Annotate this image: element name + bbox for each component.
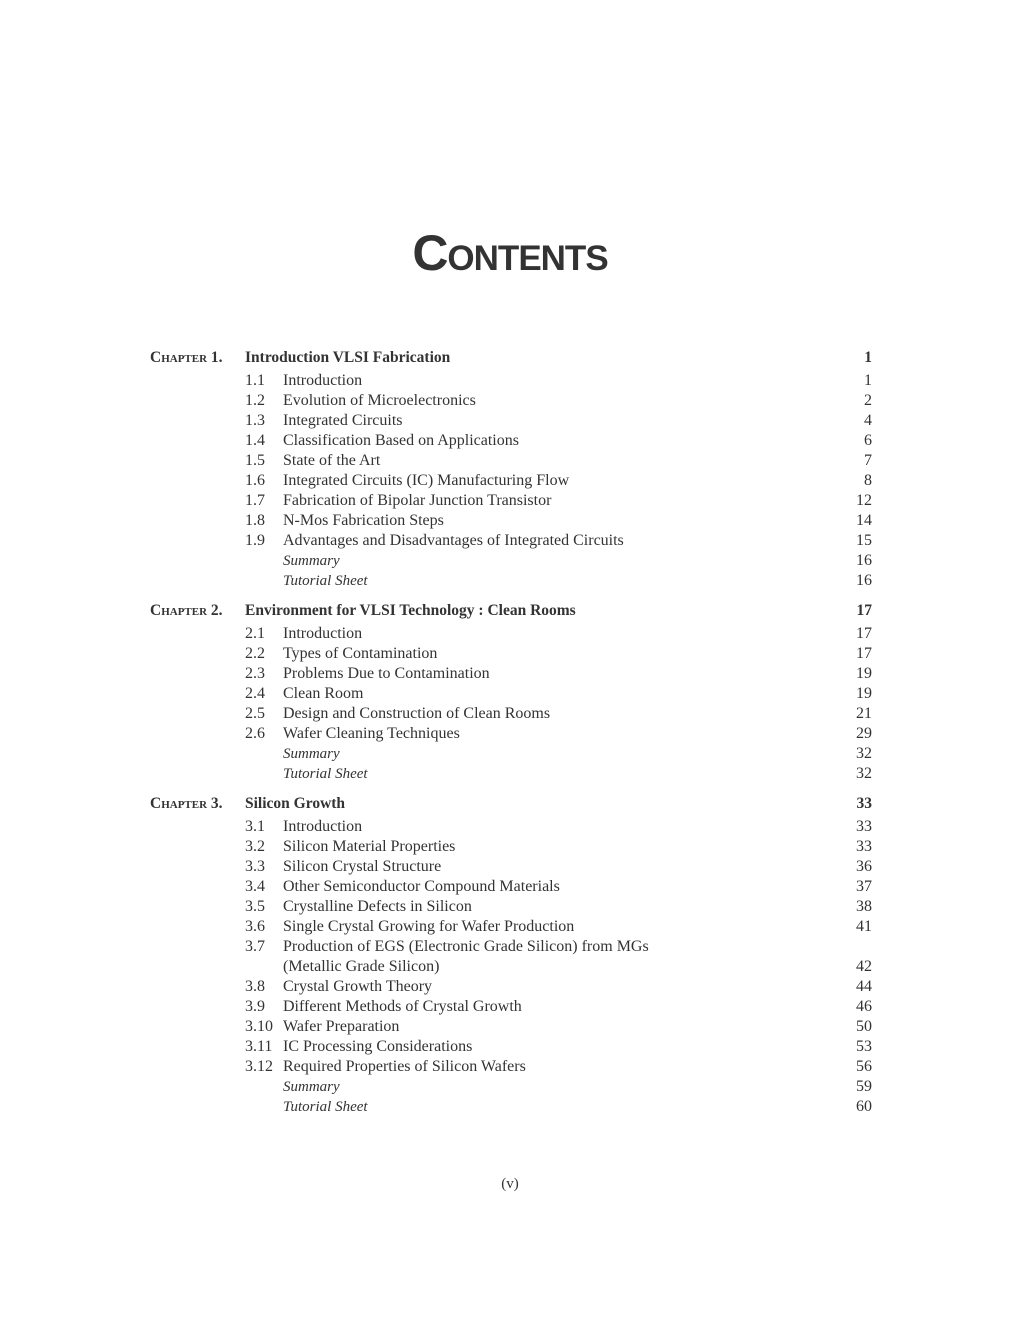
section-title: Tutorial Sheet xyxy=(283,1099,368,1115)
section-number: 2.1 xyxy=(245,625,265,642)
section-title: N-Mos Fabrication Steps xyxy=(283,512,444,529)
section-number: 3.12 xyxy=(245,1058,273,1075)
toc-entry xyxy=(150,531,872,551)
toc-entry xyxy=(150,451,872,471)
section-title: Other Semiconductor Compound Materials xyxy=(283,878,560,895)
toc-entry xyxy=(150,411,872,431)
section-title: Single Crystal Growing for Wafer Production xyxy=(283,918,575,935)
section-title: Introduction xyxy=(283,625,363,642)
section-number: 1.7 xyxy=(245,492,265,509)
section-number: 1.3 xyxy=(245,412,265,429)
chapter-title: Environment for VLSI Technology : Clean Rooms xyxy=(245,602,576,619)
section-number: 3.11 xyxy=(245,1038,273,1055)
section-number: 1.9 xyxy=(245,532,265,549)
section-title: Classification Based on Applications xyxy=(283,432,519,449)
section-page-number: 16 xyxy=(856,552,872,569)
section-number: 2.2 xyxy=(245,645,265,662)
section-page-number: 7 xyxy=(864,452,872,469)
page-number-footer: (v) xyxy=(501,1176,519,1192)
chapter-page-number: 33 xyxy=(856,795,872,812)
toc-entry xyxy=(150,917,872,937)
toc-entry xyxy=(150,664,872,684)
toc-entry xyxy=(150,857,872,877)
section-number: 3.1 xyxy=(245,818,265,835)
toc-entry xyxy=(150,877,872,897)
chapter-page-number: 1 xyxy=(864,349,872,366)
section-number: 3.2 xyxy=(245,838,265,855)
section-page-number: 41 xyxy=(856,918,872,935)
section-page-number: 15 xyxy=(856,532,872,549)
chapter-page-number: 17 xyxy=(856,602,872,619)
toc-entry xyxy=(150,491,872,511)
section-title: Evolution of Microelectronics xyxy=(283,392,476,409)
toc-entry xyxy=(150,1057,872,1077)
section-title: Introduction xyxy=(283,372,363,389)
section-page-number: 50 xyxy=(856,1018,872,1035)
section-number: 3.6 xyxy=(245,918,265,935)
toc-entry xyxy=(150,744,872,764)
chapter-heading xyxy=(150,791,872,817)
table-of-contents xyxy=(150,345,872,1117)
toc-entry xyxy=(150,957,872,977)
section-page-number: 32 xyxy=(856,745,872,762)
section-page-number: 4 xyxy=(864,412,872,429)
section-page-number: 36 xyxy=(856,858,872,875)
toc-entry xyxy=(150,684,872,704)
section-page-number: 2 xyxy=(864,392,872,409)
section-title: (Metallic Grade Silicon) xyxy=(283,958,440,975)
section-number: 3.9 xyxy=(245,998,265,1015)
toc-entry xyxy=(150,1077,872,1097)
section-page-number: 59 xyxy=(856,1078,872,1095)
toc-entry xyxy=(150,431,872,451)
section-page-number: 8 xyxy=(864,472,872,489)
section-page-number: 33 xyxy=(856,838,872,855)
section-page-number: 42 xyxy=(856,958,872,975)
toc-entry xyxy=(150,817,872,837)
toc-entry xyxy=(150,391,872,411)
section-page-number: 29 xyxy=(856,725,872,742)
section-title: State of the Art xyxy=(283,452,381,469)
section-title: Clean Room xyxy=(283,685,364,702)
toc-entry xyxy=(150,704,872,724)
toc-entry xyxy=(150,551,872,571)
section-page-number: 21 xyxy=(856,705,872,722)
section-page-number: 60 xyxy=(856,1098,872,1115)
section-title: Integrated Circuits (IC) Manufacturing Flow xyxy=(283,472,570,489)
section-number: 2.6 xyxy=(245,725,265,742)
section-page-number: 37 xyxy=(856,878,872,895)
toc-entry xyxy=(150,1017,872,1037)
chapter-label: Chapter 2. xyxy=(150,602,223,619)
toc-entry xyxy=(150,837,872,857)
section-title: Silicon Material Properties xyxy=(283,838,456,855)
section-title: Required Properties of Silicon Wafers xyxy=(283,1058,526,1075)
chapter-heading xyxy=(150,598,872,624)
chapter-title: Introduction VLSI Fabrication xyxy=(245,349,451,366)
section-title: Crystal Growth Theory xyxy=(283,978,433,995)
section-number: 1.1 xyxy=(245,372,265,389)
section-title: Types of Contamination xyxy=(283,645,438,662)
section-title: Design and Construction of Clean Rooms xyxy=(283,705,551,722)
section-page-number: 17 xyxy=(856,625,872,642)
toc-entry xyxy=(150,471,872,491)
section-page-number: 46 xyxy=(856,998,872,1015)
section-title: Wafer Preparation xyxy=(283,1018,400,1035)
section-page-number: 19 xyxy=(856,685,872,702)
toc-entry xyxy=(150,937,872,957)
section-number: 2.4 xyxy=(245,685,265,702)
section-page-number: 1 xyxy=(864,372,872,389)
section-page-number: 16 xyxy=(856,572,872,589)
section-number: 1.2 xyxy=(245,392,265,409)
toc-entry xyxy=(150,624,872,644)
section-title: Summary xyxy=(283,746,340,762)
section-title: Advantages and Disadvantages of Integrated Circuits xyxy=(283,532,624,549)
section-title: Wafer Cleaning Techniques xyxy=(283,725,460,742)
toc-entry xyxy=(150,371,872,391)
toc-entry xyxy=(150,977,872,997)
spacer xyxy=(150,784,872,791)
section-title: Integrated Circuits xyxy=(283,412,403,429)
section-title: Introduction xyxy=(283,818,363,835)
toc-entry xyxy=(150,997,872,1017)
chapter-heading xyxy=(150,345,872,371)
section-number: 1.6 xyxy=(245,472,265,489)
section-number: 3.10 xyxy=(245,1018,273,1035)
section-title: Production of EGS (Electronic Grade Silicon) from MGs xyxy=(283,938,649,955)
section-title: Tutorial Sheet xyxy=(283,766,368,782)
toc-entry xyxy=(150,897,872,917)
section-title: Silicon Crystal Structure xyxy=(283,858,442,875)
toc-entry xyxy=(150,1037,872,1057)
toc-entry xyxy=(150,571,872,591)
section-number: 3.8 xyxy=(245,978,265,995)
section-number: 1.8 xyxy=(245,512,265,529)
page-title: Contents xyxy=(412,225,608,281)
section-title: Tutorial Sheet xyxy=(283,573,368,589)
section-page-number: 6 xyxy=(864,432,872,449)
toc-entry xyxy=(150,764,872,784)
section-number: 3.3 xyxy=(245,858,265,875)
toc-entry xyxy=(150,724,872,744)
section-number: 2.3 xyxy=(245,665,265,682)
section-number: 1.5 xyxy=(245,452,265,469)
section-title: Different Methods of Crystal Growth xyxy=(283,998,522,1015)
toc-entry xyxy=(150,1097,872,1117)
spacer xyxy=(150,591,872,598)
section-page-number: 12 xyxy=(856,492,872,509)
section-page-number: 17 xyxy=(856,645,872,662)
section-title: Fabrication of Bipolar Junction Transistor xyxy=(283,492,552,509)
section-page-number: 32 xyxy=(856,765,872,782)
section-page-number: 38 xyxy=(856,898,872,915)
chapter-label: Chapter 3. xyxy=(150,795,223,812)
section-number: 3.4 xyxy=(245,878,265,895)
section-page-number: 44 xyxy=(856,978,872,995)
section-page-number: 14 xyxy=(856,512,872,529)
section-number: 1.4 xyxy=(245,432,265,449)
section-title: IC Processing Considerations xyxy=(283,1038,473,1055)
section-number: 2.5 xyxy=(245,705,265,722)
chapter-title: Silicon Growth xyxy=(245,795,346,812)
section-page-number: 56 xyxy=(856,1058,872,1075)
chapter-label: Chapter 1. xyxy=(150,349,223,366)
section-page-number: 19 xyxy=(856,665,872,682)
section-page-number: 33 xyxy=(856,818,872,835)
section-title: Summary xyxy=(283,1079,340,1095)
section-title: Crystalline Defects in Silicon xyxy=(283,898,472,915)
section-number: 3.5 xyxy=(245,898,265,915)
section-number: 3.7 xyxy=(245,938,265,955)
section-title: Summary xyxy=(283,553,340,569)
toc-entry xyxy=(150,511,872,531)
section-page-number: 53 xyxy=(856,1038,872,1055)
toc-entry xyxy=(150,644,872,664)
section-title: Problems Due to Contamination xyxy=(283,665,490,682)
